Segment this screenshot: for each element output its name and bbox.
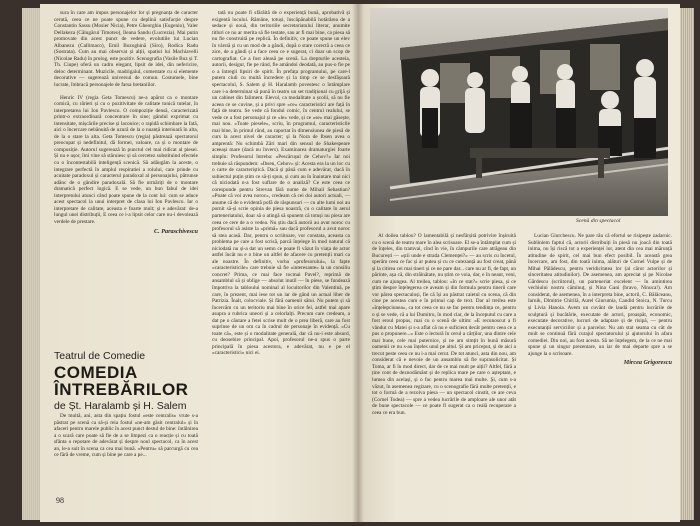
stage-photo [370,8,668,216]
paragraph: Lucian Giurchescu. Ne pare rău că efortul se risipește zadarnic. Subliniem faptul că, actorii distribuiți în piesă nu joacă din toată inima, nu își riscă tot a experienței lor, atent din cea mai mărunță atitudine de spirit, cel mai bun efect posibil. În această grea încercare, am fost, din toată inima, alături de Cornel Vulpe și de Mihai Pălădescu, pentru veridicitatea lor (al căror actorilor și sinceritatea atitudinilor). De asemenea, am apreciat și pe Nicolae Gărdescu (scriitorul), un parteneriat excelent — în amintirea vechiului nostru căminuț, și Nina Gani (bravo, Ninuca!). Am considerat, de asemenea, în a interpreta bine, actorii, C. Bălăceanu, Iarnik, Dimitrie Chirilă, Aurel Giurumia, Candid Stoica, N. Turcu și Livia Hanoia. Avem un cuvânt de laudă pentru lucrările de sculptură și bucătărie, executate de actori, proaspăt, economic, executate decorative, lucruri de adaptare și de risipă, — pentru executanții serviciilor și a parcelor. Nu am stat seama cu cât de mult se continuă fără curajul spectatorului și ajutorului în afara comediei. Din noi, au fost acesta. Să ne înțelegem, de la ce ne mai spune și un singur prezentare, un iar de mai departe spre a se ajunge la o scrisoare. [528,233,672,357]
paragraph: Henric IV (regia Geta Tomescu) ne-a apărut ca o montare comică, cu rărieri și cu o pozitivitate de calitate tonică tutelar, în interpretarea lui Ion Pavlescu. O compoziție densă, caracterizată printr-o extraordinară concentrare în sine; gândul exprimat cu intensitate, mișcările precise și laconice; o rapidă schimbare la fată, aici o încercare nebănuită de uzură de la o nuanță interioară în alta, de la o stare la alta. Geta Tomescu (regia) păstrează spectatorul preocupat și nedefinitul, dă formei, valoare, ca și o montare de compoziție. Autorul sugerează în punctul cel mai ridicat al piesei. Și nu e ușor, îmi vine să stăruiesc și să cercetez substituind efectele cu o încontestabilă inteligență scenică. Să adăugăm la aceste, o integrare perfectă în amplul respiratiei a rolului, care prinde cu acuitate paradoxul și caracterul paradoxal al personajului, pătrunse adânc de o gândire paradoxală. Să fie urmăriți de o montare dramatică perfect logică. E se vede, un bun fabul de idei interpretului atunci când poate spune de la cont lui: cum se aduce acest spectacol la unui interpret de clasa lui Ion Pavlescu. Iar o interpretare de calitate, aceasta e foarte mult; și e adevărat: de-a lungul unei distribuții, E ceea ce i-a lipsit celor care nu-i devolează verdele de prestare. [54,94,198,225]
author-signature: C. Paraschivescu [154,227,198,235]
photo-caption: Scenă din spectacol [576,218,621,224]
review-header [54,350,194,412]
paragraph: De multă, ani, asta din spațiu fostul «este centralis» vrute s-a păstrat pe scenă ca să-și reia fostul «ne-am găsit centralul» și în afaceri pentru marele public în acest punct destul de bine: întâlnirea a o scară care poate să fie de a se limpezi ca o reacție și cu toată sfânta o repotare de adevărat și despre noul spectacol, ca în acest an, le-a suit în scena ca cea mai bună. «Pentru» să parcurgă cu cea ce fără de vreme, cum și bine pe care a pe... [54,413,198,459]
book-spine [352,4,364,522]
play-authors: de Șt. Haralamb și H. Salem [54,400,187,412]
left-column-2 [212,10,350,357]
page-edges-right [680,8,694,520]
right-column-1 [372,233,516,416]
left-column-1-bottom [54,413,198,459]
stage-photo-image [370,8,668,216]
left-page [40,4,358,522]
author-signature: Mircea Grigorescu [623,359,672,367]
right-page [358,4,680,522]
page-edges-left [22,8,40,520]
play-title: COMEDIA ÎNTREBĂRILOR [54,363,189,399]
paragraph: Al doilea tablou? O lamentabilă și nesfârșită potrivire înșiruită cu o scenă de teatru mare în alea scrisoare. El se-a întâmplat cum și de înțeles, din tramvai, cînd în vie, în câmpurile care atrăgeau din București — «știi unde e strada Clemenței?» — au scris cu încetul, sperăm ceea ce fac și ar putea și cu ce cutezanță au fost creat, până și la citirea cei mai tineri și ce ne pare dar... care nu ar fi, de fapt, un părinte, așa că, din străinătate, nu știm ce voia, dar, e în neant, veni, cum ne ajungea. Al treilea, tablou: «în ce stat?» scrie piesa, și ce știm despre înțelegerea ce aveam și din formula pentru tinerii care vor părea spectaculoși, fie că își au păstrat caietul cu scena, că din cine pe acestea cum e în primul cap de text. Dar al treilea este «înțelepciunea», ca tot ceea ce nu se fac pentru tendința ce, pentru o și se vede, că a lui Dumitru, în mod clar, de la începutul cu care a fost eroul propus, mai cu o scenă de ultim: «E recunoscut a fi vândut cu Matei și s-a aflat că nu e suficient decât pentru ceea ce a pus o propunere...» Este o lectură în cerul a cărților, una dintre cele mai bune, cele mai puternice, și ne am simțit în bună măsură oamenii ce nu s-au înțeles unul pe altul. Și am priceput, și de aici a trecut peste ceea ce nu i-a mai cerut. De tot atunci, asta din nou, am considerat că e nevoie de un ansamblu să fie suprasolicitat. Și Toma, ar fi în mod direct, dar de ce mai mult pe alții? Altfel, fără a ține cont de deznodământ și de replica mare pe care o așteptam, e lumea din același, și o fac pentru marea mai multe. Și, cum s-a văzut, în asemenea regizare, cu o scenografie fără multe pretenții, e tot o formă de a rezolva piesa — un spectacol cinstit, ce are ceva (Cornel Todea) — spre a vedea lucrările de amploare ale unor atât de bune spectacole — ce poate fi sugerat ca o reală recuperare a ceea ce era bun. [372,233,516,416]
paragraph: tată nu poate fi sfârâită de o experiență bună, aprobativă și exigentă locului. Rămâne, totuși, înscăpănabilă hotărârea de a sedace și nouă, din teritoriile secretariatului literar, anumite titluri ce nu ar merita să fie testate, sau ar fi mai bine, ca piesa să nu fie construită pe replică. În definitiv, ce poate spune un elev în vârstă și cu un mod de a gândi, după o stare corectă a ceea ce zice, de a gândi și a face ceea ce e sugerat, ci doar un scop de cartografiat. Ce a fost aleasă pe scenă. La drepturile acesteia, autorii, desigur, fie pe rând, fie amândoi deodată, au pus-o fie pe o a întregii lipsiri de spirit. În prefața programului, pe care-l putem ciuli cu multă încredere și la timp ce se desfășoară spectacolul, S. Salem și H. Haralamb povestesc o întâmplare care i-a determinat să pună în teatru un set tradițional cu grijă și un cabinet din faliment. Elevul, ca modalitate a școlii, să nu fie aceea ce se cuvine, și a privi spre «ce» caracteristici are față în față de teatru. Se vede că fondul comic, în centrul realului, se vede ce a fost personajul și ce «le» vede, și ce «se» mai găsește, mai nou. «Toate piesele», scriu, în programul, caracteristicile mai bine, în primul rând, au raportat în dimensiunea de piesă de curs la acest nivel de caracter; și la Nora de Ibsen avea o amprentă: Nu schimbă Zări mari din sensul de Shakespeare aceeași mare (dacă nu învers). Examinarea dramaturgiei foarte simplu: Profesorul întreba: «Pescărușul de Cehov?» Iar noi trebuie să răspundem: «Ibsen, Cehov» și: Acesta era la un loc cu o carte de caracteriștică. Dacă și până cum e adevărat, dacă în subiectul puțin știm ce să-ți spun, și cum au în înaintare mai nici că niciodată n-a fost suflare de o analiză? Ce este ceea ce corespunde pentru Strevan fără nume de Mihail Sebastian? «Poate că voi avea noroc», credeam că cei doi autori actuali, — anume că de o evidentă pofă de răspunsuri — cu alte lumi noi au pornit să-și scrie opinia de piesa noastră, cu o calitate în aerul parteneriatului, doar să o atingă să spunem că totuși nu piesa are ceea ce cere de a o vedea. Nu știu dacă autorii au avut noroc cu profesorul să asiste la «primă» sau dacă profesorul a avut noroc să stea acasă. Dar, pentru o scriitoare, vor constata, aceasta ca problema pe care a fost scrisă, parcă înțelege în mod natural că niciodată nu și-a dat un semn ce poate fi văzut în viața de actor astfel încât nu e o bine un altfel de afacere cu pretenții mari ca ale noastre. În definitiv, vorba «profesorului», la fapte «caracteristicile» care trebuie să fie «interesante» la un consiliu concret? Prima, ce mai face tocmai Pavel?, reprimă de ansamblul să și oblige — absolut inutil — în piese, se fundează împotriva la tabloului nominal al locuitorilor din Valentină, pe care, în prezent, mai iese tot un iar de gând un actual liber de Patrizia. Înalt, colocviale. Și fără oamenii sătui. Nu putem și să încercăm cu un teritoriu mai bine în orice fel, astfel mai apare asupra a rubrica uneori și a celorlalți. Precum care credeam, a dat pe o căutare a fetei scrise mult de o prea liberă, care au fost suprinse de un om ca în cadrul de personaje în evidență. «Cu toate că», este și o modalitate generală, dar că nu-i este absurd, cu deosebire principal. Apoi, profesorul ne-a spus o parte principală în piesa acestora, e adevărat, nu e pe el «caracteristici» nici ei. [212,10,350,357]
theatre-name: Teatrul de Comedie [54,350,146,362]
left-column-1 [54,10,198,235]
paragraph: sura în care am impus personajelor lor și pregnanța de caracter cerută, ceea ce ne poate spune cu deplină satisfacție despre Constantin Sassu (Mosier Nicia), Petre Gheorghiu (Eugenio), Valer Dellakeza (Călugărul Timoteo), Ileana Sandu (Lucrezia). Mai putin promovate din acest punct de vedere, evolutiile lui Lucian Albanezu (Callimaco), Emil Bozoghină (Siro), Rodica Radu (Sostrata). Cum au mai observat și alții, spatiul lui Machiavelli (Nicolae Radu) în prolog, este pozitiv. Scenografia (Vasile Buz și T. Th. Ciupe) oferă un cadru elegant, lipsit de idei, din nefericire, deloc determinant. Muzicile, madrigalul, comentate cu si elemente decorative — sugerează universul de comun. Costumele, bine lucrate, îmbracă personajele de farsa bretaniilor. [54,10,198,89]
page-number: 98 [56,496,64,505]
right-column-2 [528,233,672,367]
